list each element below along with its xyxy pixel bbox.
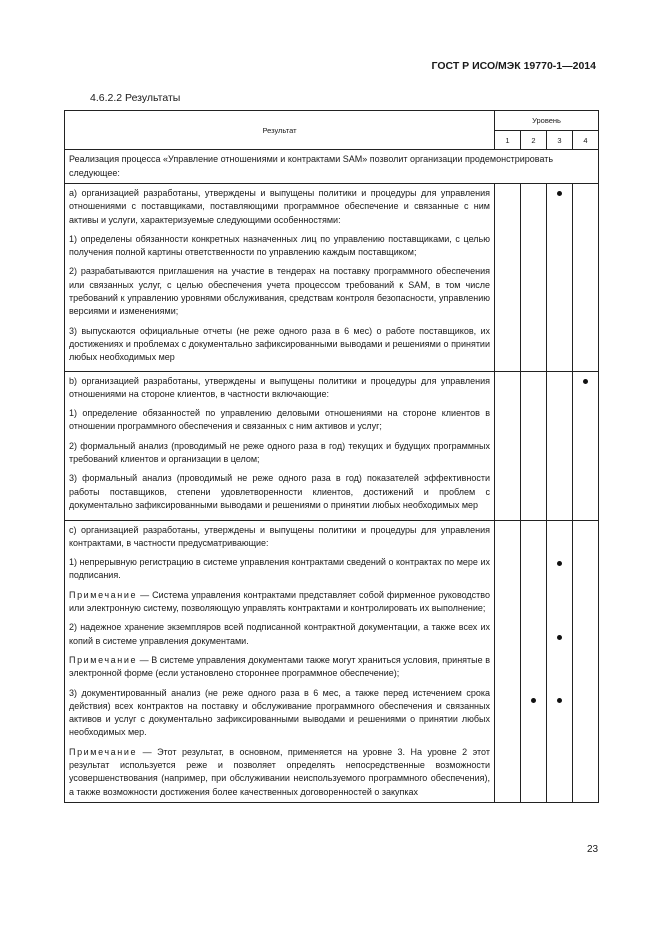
result-cell-c (65, 520, 495, 802)
table-row-b (65, 371, 599, 520)
table-row-c (65, 520, 599, 802)
level-cell-3 (547, 520, 573, 802)
page-number: 23 (587, 844, 599, 855)
level-mark (557, 635, 562, 640)
level-cell-4 (573, 184, 599, 372)
list-item: b) организацией разработаны, утверждены и выпущены политики и процедуры для управления отношениями на стороне клиентов, в частности включающие: (69, 375, 490, 399)
document-header: ГОСТ Р ИСО/МЭК 19770-1—2014 (431, 60, 596, 72)
note-label: Примечание (69, 589, 138, 600)
table-row-a (65, 184, 599, 372)
list-item: 1) непрерывную регистрацию в системе управления контрактами сведений о контрактах по мере их подписания. (69, 557, 490, 581)
note-text: В системе управления документами также могут храниться условия, принятые в электронной форме (если установлено стороннее программное обеспечение); (69, 654, 490, 679)
list-item: 2) формальный анализ (проводимый не реже одного раза в год) текущих и будущих программных требований клиентов и организации в целом; (69, 440, 490, 465)
level-header-1: 1 (495, 131, 521, 150)
list-item: 3) выпускаются официальные отчеты (не реже одного раза в 6 мес) о работе поставщиков, их достижениях и проблемах с документально зафиксированными выводами и решениями о принятии любых необходимых мер (69, 325, 490, 363)
list-item: 2) разрабатываются приглашения на участие в тендерах на поставку программного обеспечения или связанных услуг, с целью обеспечения учета процессом требований к SAM, в том числе требований к управлению уровнями обслуживания, средствам контроля безопасности, управлению версиями и изменениями; (69, 266, 490, 317)
list-item: 3) документированный анализ (не реже одного раза в 6 мес, а также перед истечением срока действия) всех контрактов на поставку и обслуживание программного обеспечения и связанных активов и услуг с документально зафиксированными выводами и решениями о принятии любых необходимых мер. (69, 687, 490, 738)
result-cell-a (65, 184, 495, 372)
note-label: Примечание (69, 746, 138, 757)
level-header-3: 3 (547, 131, 573, 150)
level-cell-1 (495, 520, 521, 802)
level-cell-2 (521, 184, 547, 372)
level-mark (557, 561, 562, 566)
results-table (64, 110, 599, 803)
note-label: Примечание (69, 654, 138, 665)
level-mark (557, 698, 562, 703)
level-cell-2 (521, 520, 547, 802)
intro-row: Реализация процесса «Управление отношениями и контрактами SAM» позволит организации продемонстрировать следующее: (65, 150, 599, 184)
level-cell-3 (547, 371, 573, 520)
list-item: с) организацией разработаны, утверждены и выпущены политики и процедуры для управления контрактами, в частности предусматривающие: (69, 524, 490, 548)
list-item: 1) определены обязанности конкретных назначенных лиц по управлению поставщиками, с целью получения полной картины ответственности по управлению каждым поставщиком; (69, 233, 490, 258)
level-header-4: 4 (573, 131, 599, 150)
list-item: 2) надежное хранение экземпляров всей подписанной контрактной документации, а также всех их копий в системе управления документами. (69, 622, 490, 646)
list-item: 3) формальный анализ (проводимый не реже одного раза в год) показателей эффективности работы поставщиков, степени удовлетворенности клиентов, достижений и проблем с документально зафиксированными выводами и решениями о принятии любых необходимых мер (69, 473, 490, 510)
level-cell-1 (495, 184, 521, 372)
note: Примечание — Система управления контрактами представляет собой фирменное руководство или электронную систему, позволяющую управлять контрактами и контролировать их выполнение; (69, 589, 490, 614)
level-cell-4 (573, 520, 599, 802)
column-header-level: Уровень (495, 111, 599, 131)
result-cell-b (65, 371, 495, 520)
level-cell-1 (495, 371, 521, 520)
level-mark (531, 698, 536, 703)
level-cell-3 (547, 184, 573, 372)
note: Примечание — В системе управления документами также могут храниться условия, принятые в электронной форме (если установлено стороннее программное обеспечение); (69, 654, 490, 679)
note-text: Система управления контрактами представляет собой фирменное руководство или электронную систему, позволяющую управлять контрактами и контролировать их выполнение; (69, 589, 490, 614)
level-header-2: 2 (521, 131, 547, 150)
level-cell-4 (573, 371, 599, 520)
level-mark (557, 191, 562, 196)
column-header-result: Результат (65, 111, 495, 150)
level-cell-2 (521, 371, 547, 520)
note-text: Этот результат, в основном, применяется на уровне 3. На уровне 2 этот результат используется реже и позволяет определять непосредственные возможности усовершенствования (например, при обслуживании неиспользуемого программного обеспечения), а также возможности достижения более качественных договоренностей о закупках (69, 746, 490, 797)
list-item: а) организацией разработаны, утверждены и выпущены политики и процедуры для управления отношениями с поставщиками, поставляющими программное обеспечение и связанные с ним активы и услуги, характеризуемые следующими особенностями: (69, 188, 490, 225)
list-item: 1) определение обязанностей по управлению деловыми отношениями на стороне клиентов в отношении программного обеспечения и связанных с ним активов и услуг; (69, 408, 490, 432)
section-title: 4.6.2.2 Результаты (90, 92, 181, 104)
level-mark (583, 379, 588, 384)
note: Примечание — Этот результат, в основном, применяется на уровне 3. На уровне 2 этот результат используется реже и позволяет определять непосредственные возможности усовершенствования (например, при обслуживании неиспользуемого программного обеспечения), а также возможности достижения более качественных договоренностей о закупках (69, 746, 490, 797)
